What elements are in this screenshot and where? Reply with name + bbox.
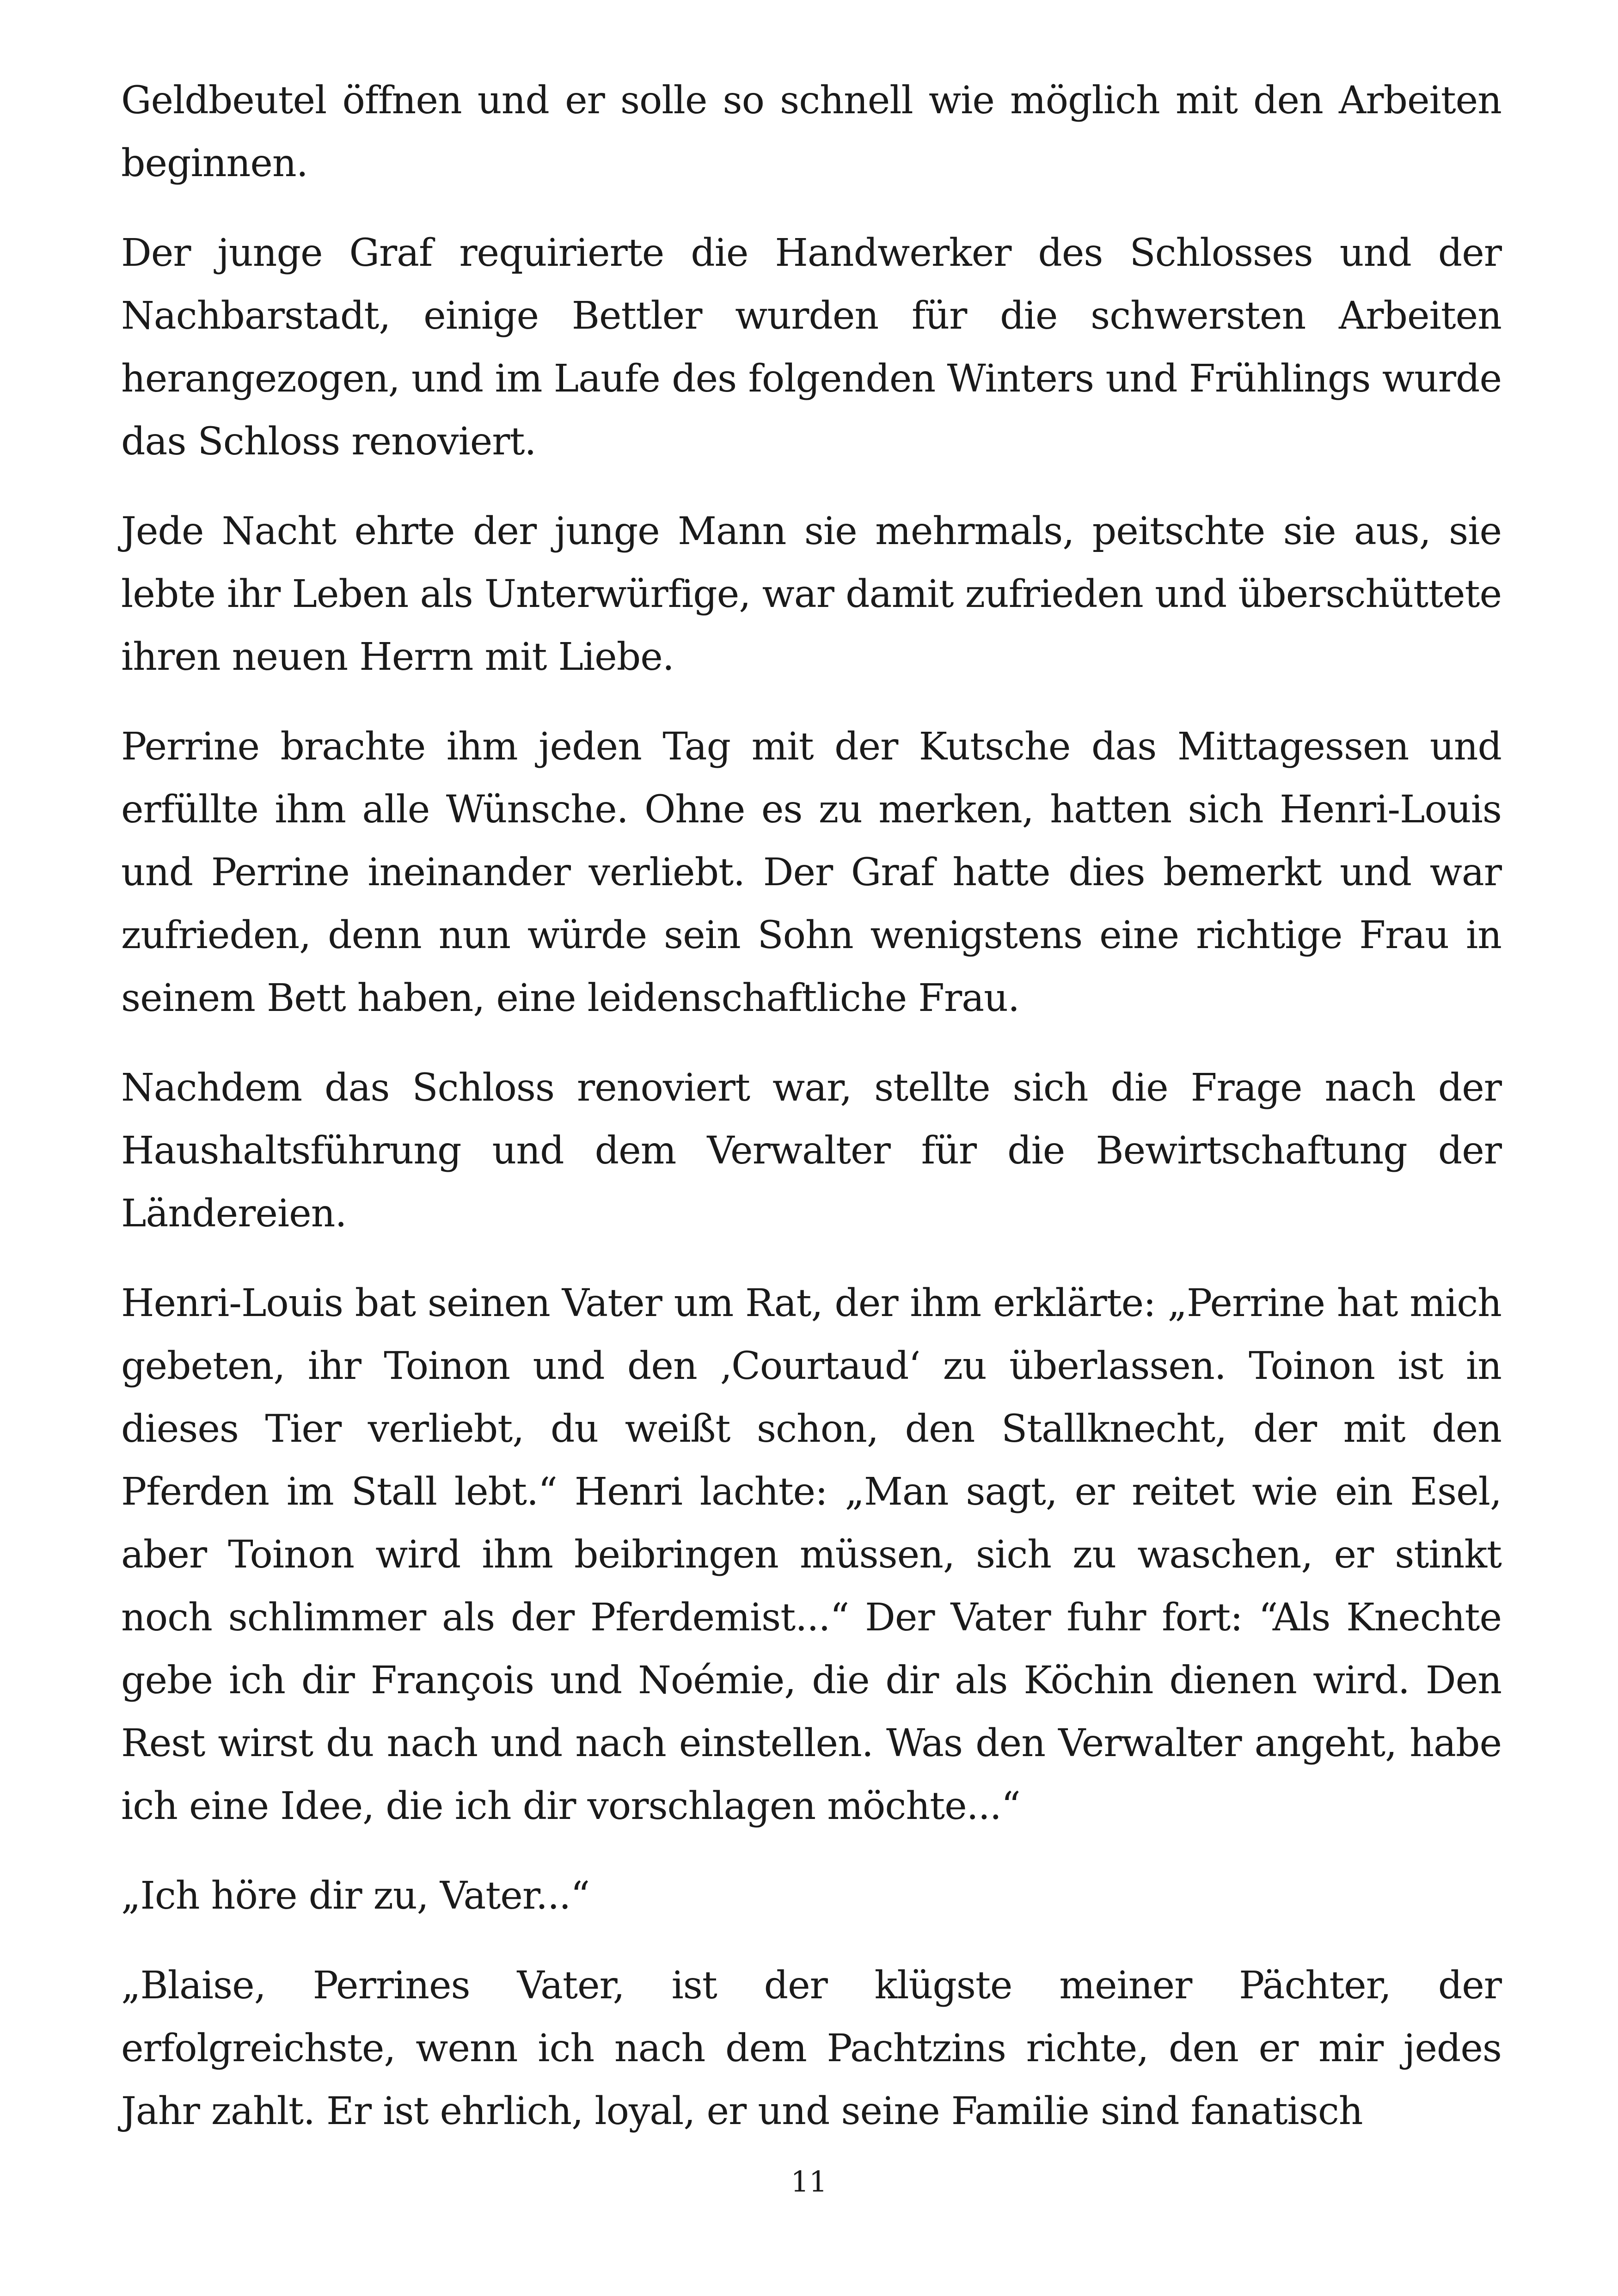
paragraph-8: „Blaise, Perrines Vater, ist der klügste meiner Pächter, der erfolgreichste, wenn ich nach dem Pachtzins richte, den er mir jedes Jahr zahlt. Er ist ehrlich, loyal, er und seine Familie sind fanatisch — [121, 1964, 1502, 2133]
paragraph-5: Nachdem das Schloss renoviert war, stellte sich die Frage nach der Haushaltsführung und dem Verwalter für die Bewirtschaftung der Ländereien. — [121, 1066, 1502, 1236]
paragraph-6: Henri-Louis bat seinen Vater um Rat, der ihm erklärte: „Perrine hat mich gebeten, ihr Toinon und den ‚Courtaud‘ zu überlassen. Toinon ist in dieses Tier verliebt, du weißt schon, den Stallknecht, der mit den Pferden im Stall lebt.“ Henri lachte: „Man sagt, er reitet wie ein Esel, aber Toinon wird ihm beibringen müssen, sich zu waschen, er stinkt noch schlimmer als der Pferdemist...“ Der Vater fuhr fort: “Als Knechte gebe ich dir François und Noémie, die dir als Köchin dienen wird. Den Rest wirst du nach und nach einstellen. Was den Verwalter angeht, habe ich eine Idee, die ich dir vorschlagen möchte...“ — [121, 1281, 1502, 1828]
paragraph-4: Perrine brachte ihm jeden Tag mit der Kutsche das Mittagessen und erfüllte ihm alle Wünsche. Ohne es zu merken, hatten sich Henri-Louis und Perrine ineinander verliebt. Der Graf hatte dies bemerkt und war zufrieden, denn nun würde sein Sohn wenigstens eine richtige Frau in seinem Bett haben, eine leidenschaftliche Frau. — [121, 725, 1502, 1020]
page-number: 11 — [791, 2165, 827, 2198]
page-body — [121, 69, 1502, 2170]
paragraph-3: Jede Nacht ehrte der junge Mann sie mehrmals, peitschte sie aus, sie lebte ihr Leben als Unterwürfige, war damit zufrieden und überschüttete ihren neuen Herrn mit Liebe. — [121, 509, 1502, 679]
paragraph-1: Geldbeutel öffnen und er solle so schnell wie möglich mit den Arbeiten beginnen. — [121, 79, 1502, 185]
paragraph-2: Der junge Graf requirierte die Handwerker des Schlosses und der Nachbarstadt, einige Bettler wurden für die schwersten Arbeiten herangezogen, und im Laufe des folgenden Winters und Frühlings wurde das Schloss renoviert. — [121, 231, 1502, 464]
paragraph-7: „Ich höre dir zu, Vater...“ — [121, 1874, 590, 1918]
